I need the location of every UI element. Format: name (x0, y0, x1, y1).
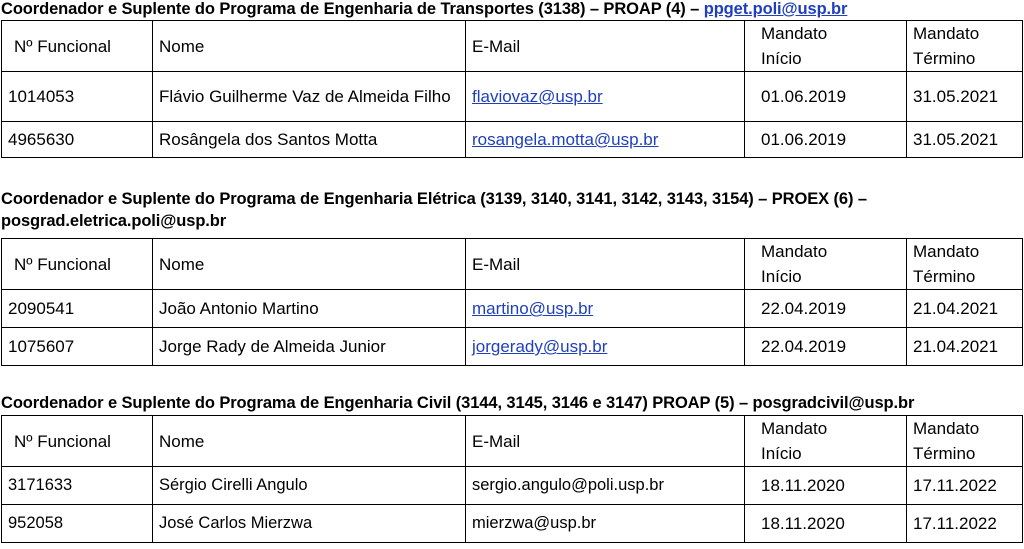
header-termino: Mandato Término (907, 416, 1023, 467)
header-termino: Mandato Término (907, 21, 1023, 72)
email-link[interactable]: martino@usp.br (472, 299, 594, 318)
section-heading-transportes: Coordenador e Suplente do Programa de Engenharia de Transportes (3138) – PROAP (4) – ppget.poli@usp.br (1, 0, 848, 18)
header-funcional: Nº Funcional (2, 416, 153, 467)
cell-inicio: 22.04.2019 (745, 290, 907, 328)
cell-nome: José Carlos Mierzwa (153, 505, 466, 543)
cell-funcional: 4965630 (2, 122, 153, 158)
table-row (2, 72, 1023, 122)
cell-nome: Sérgio Cirelli Angulo (153, 467, 466, 505)
cell-funcional: 952058 (2, 505, 153, 543)
table-eletrica (1, 238, 1023, 366)
header-termino: Mandato Término (907, 239, 1023, 290)
cell-inicio: 01.06.2019 (745, 122, 907, 158)
table-row (2, 505, 1023, 543)
section-heading-eletrica: Coordenador e Suplente do Programa de Engenharia Elétrica (3139, 3140, 3141, 3142, 3143, 3154) – PROEX (6) – posgrad.eletrica.poli@usp.br (1, 190, 867, 230)
cell-email: mierzwa@usp.br (466, 505, 745, 543)
table-civil (1, 415, 1023, 543)
table-row (2, 328, 1023, 366)
cell-termino: 21.04.2021 (907, 328, 1023, 366)
header-nome: Nome (153, 239, 466, 290)
cell-inicio: 18.11.2020 (745, 467, 907, 505)
table-row (2, 467, 1023, 505)
cell-funcional: 1014053 (2, 72, 153, 122)
cell-termino: 21.04.2021 (907, 290, 1023, 328)
cell-termino: 17.11.2022 (907, 505, 1023, 543)
header-nome: Nome (153, 416, 466, 467)
header-funcional: Nº Funcional (2, 21, 153, 72)
cell-nome: Jorge Rady de Almeida Junior (153, 328, 466, 366)
header-inicio: Mandato Início (745, 21, 907, 72)
cell-nome: João Antonio Martino (153, 290, 466, 328)
program-email-link[interactable]: ppget.poli@usp.br (703, 0, 848, 18)
cell-nome: Rosângela dos Santos Motta (153, 122, 466, 158)
table-row (2, 122, 1023, 158)
table-header-row (2, 239, 1023, 290)
table-header-row (2, 416, 1023, 467)
email-link[interactable]: jorgerady@usp.br (472, 337, 608, 356)
header-inicio: Mandato Início (745, 239, 907, 290)
cell-funcional: 3171633 (2, 467, 153, 505)
email-link[interactable]: rosangela.motta@usp.br (472, 130, 659, 149)
table-row (2, 290, 1023, 328)
email-link[interactable]: flaviovaz@usp.br (472, 87, 603, 106)
cell-funcional: 1075607 (2, 328, 153, 366)
cell-nome: Flávio Guilherme Vaz de Almeida Filho (153, 72, 466, 122)
cell-funcional: 2090541 (2, 290, 153, 328)
cell-inicio: 01.06.2019 (745, 72, 907, 122)
table-transportes (1, 20, 1023, 158)
header-email: E-Mail (466, 21, 745, 72)
header-email: E-Mail (466, 416, 745, 467)
cell-termino: 17.11.2022 (907, 467, 1023, 505)
table-header-row (2, 21, 1023, 72)
cell-inicio: 18.11.2020 (745, 505, 907, 543)
section-heading-civil: Coordenador e Suplente do Programa de Engenharia Civil (3144, 3145, 3146 e 3147) PROAP (5) – posgradcivil@usp.br (1, 394, 915, 412)
cell-termino: 31.05.2021 (907, 122, 1023, 158)
header-inicio: Mandato Início (745, 416, 907, 467)
header-nome: Nome (153, 21, 466, 72)
header-funcional: Nº Funcional (2, 239, 153, 290)
header-email: E-Mail (466, 239, 745, 290)
cell-inicio: 22.04.2019 (745, 328, 907, 366)
cell-email: sergio.angulo@poli.usp.br (466, 467, 745, 505)
cell-termino: 31.05.2021 (907, 72, 1023, 122)
